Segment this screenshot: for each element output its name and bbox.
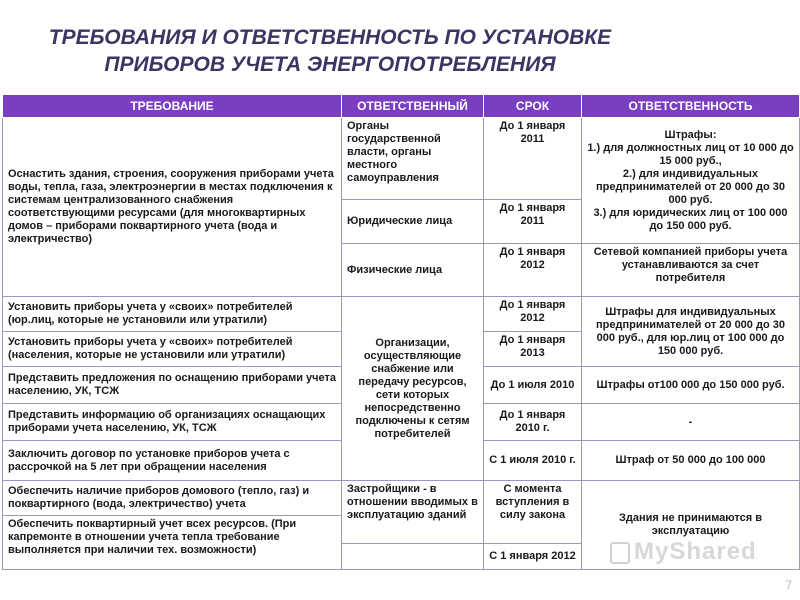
deadline-cell: До 1 июля 2010 [484, 367, 582, 404]
requirement-cell: Обеспечить поквартирный учет всех ресурсов. (При капремонте в отношении учета тепла требование выполняется при наличии тех. возможности) [3, 516, 342, 570]
header-responsible: ОТВЕТСТВЕННЫЙ [342, 95, 484, 118]
requirement-cell: Установить приборы учета у «своих» потребителей (населения, которые не установили или утратили) [3, 332, 342, 367]
requirements-table [2, 94, 800, 570]
liability-cell: Штрафы: 1.) для должностных лиц от 10 000 до 15 000 руб., 2.) для индивидуальных предпринимателей от 20 000 до 30 000 руб. 3.) для юридических лиц от 100 000 до 150 000 руб. [582, 118, 800, 244]
deadline-cell: До 1 января 2012 [484, 297, 582, 332]
title-line-2: ПРИБОРОВ УЧЕТА ЭНЕРГОПОТРЕБЛЕНИЯ [104, 53, 556, 76]
header-deadline: СРОК [484, 95, 582, 118]
table-row [3, 481, 800, 516]
watermark-text: MyShared [634, 538, 757, 565]
deadline-cell: До 1 января 2013 [484, 332, 582, 367]
deadline-cell: С 1 января 2012 [484, 544, 582, 570]
empty-cell [342, 544, 484, 570]
watermark [610, 538, 757, 566]
requirement-cell: Оснастить здания, строения, сооружения приборами учета воды, тепла, газа, электроэнергии в местах подключения к системам централизованного снабжения соответствующими ресурсами (для многоквартирных домов – приборами поквартирного учета (вода и электричество) [3, 118, 342, 297]
liability-cell: Штраф от 50 000 до 100 000 [582, 441, 800, 481]
requirement-cell: Представить предложения по оснащению приборами учета населению, УК, ТСЖ [3, 367, 342, 404]
deadline-cell: С 1 июля 2010 г. [484, 441, 582, 481]
responsible-cell: Застройщики - в отношении вводимых в эксплуатацию зданий [342, 481, 484, 544]
liability-cell: - [582, 404, 800, 441]
liability-cell: Штрафы для индивидуальных предпринимателей от 20 000 до 30 000 руб., для юр.лиц от 100 000 до 150 000 руб. [582, 297, 800, 367]
responsible-cell: Физические лица [342, 244, 484, 297]
responsible-cell: Юридические лица [342, 200, 484, 244]
table-header-row [3, 95, 800, 118]
page-title [0, 24, 660, 78]
deadline-cell: До 1 января 2010 г. [484, 404, 582, 441]
deadline-cell: С момента вступления в силу закона [484, 481, 582, 544]
header-liability: ОТВЕТСТВЕННОСТЬ [582, 95, 800, 118]
deadline-cell: До 1 января 2012 [484, 244, 582, 297]
requirement-cell: Обеспечить наличие приборов домового (тепло, газ) и поквартирного (вода, электричество) учета [3, 481, 342, 516]
table-row [3, 297, 800, 332]
deadline-cell: До 1 января 2011 [484, 200, 582, 244]
watermark-icon [610, 542, 630, 564]
header-requirement: ТРЕБОВАНИЕ [3, 95, 342, 118]
requirement-cell: Установить приборы учета у «своих» потребителей (юр.лиц, которые не установили или утратили) [3, 297, 342, 332]
responsible-cell: Организации, осуществляющие снабжение или передачу ресурсов, сети которых непосредственно подключены к сетям потребителей [342, 297, 484, 481]
deadline-cell: До 1 января 2011 [484, 118, 582, 200]
responsible-cell: Органы государственной власти, органы местного самоуправления [342, 118, 484, 200]
liability-cell: Сетевой компанией приборы учета устанавливаются за счет потребителя [582, 244, 800, 297]
requirement-cell: Представить информацию об организациях оснащающих приборами учета населению, УК, ТСЖ [3, 404, 342, 441]
requirement-cell: Заключить договор по установке приборов учета с рассрочкой на 5 лет при обращении населения [3, 441, 342, 481]
table-row [3, 118, 800, 200]
title-line-1: ТРЕБОВАНИЯ И ОТВЕТСТВЕННОСТЬ ПО УСТАНОВКЕ [48, 26, 612, 49]
liability-cell: Здания не принимаются в эксплуатацию [582, 481, 800, 570]
page-number: 7 [785, 578, 792, 592]
liability-cell: Штрафы от100 000 до 150 000 руб. [582, 367, 800, 404]
